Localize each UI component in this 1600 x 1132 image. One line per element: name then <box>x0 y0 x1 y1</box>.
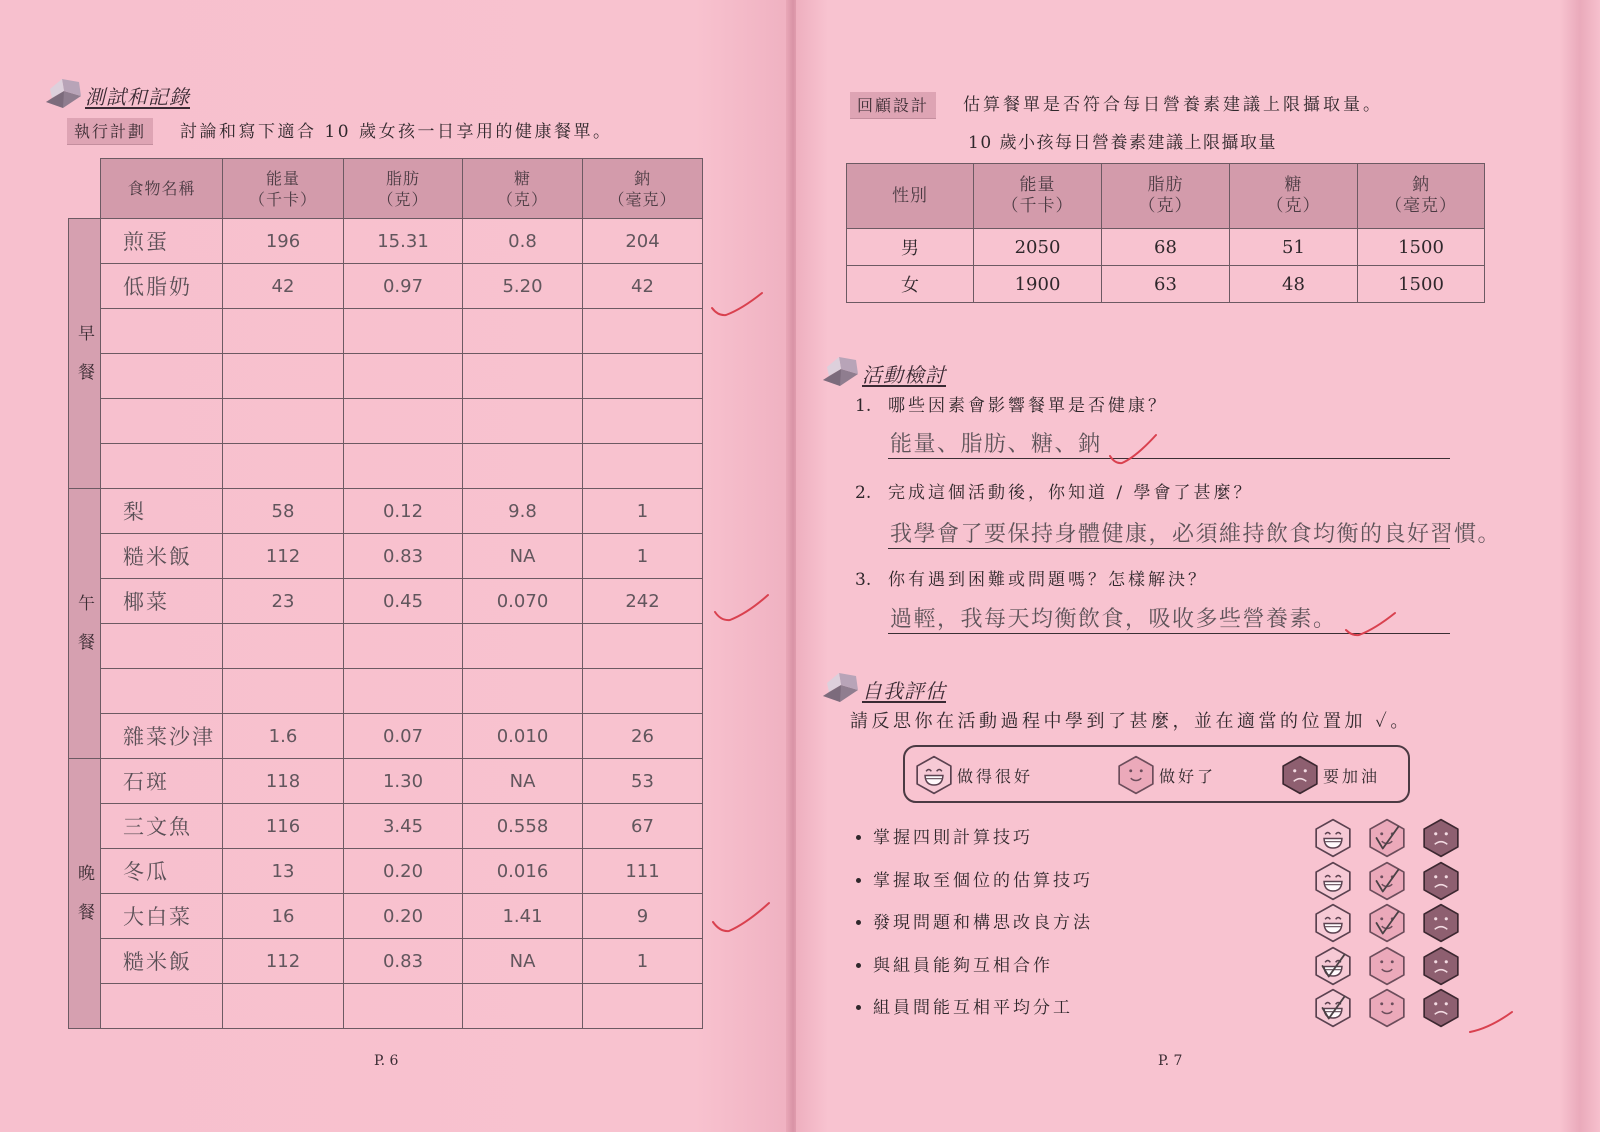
red-check-mark <box>713 592 771 624</box>
limits-row-male <box>847 229 1485 266</box>
question-2 <box>855 481 1254 505</box>
meal-table-row <box>69 894 703 939</box>
energy-cell <box>223 354 344 399</box>
sugar-cell <box>463 309 583 354</box>
energy-cell: 118 <box>223 759 344 804</box>
sugar-cell: 0.8 <box>463 219 583 264</box>
bullet-icon <box>856 878 861 883</box>
review-text: 估算餐單是否符合每日營養素建議上限攝取量。 <box>963 95 1383 115</box>
assessment-label: 掌握四則計算技巧 <box>873 828 1033 848</box>
sugar-header <box>1230 164 1358 229</box>
self-assessment-instruction: 請反思你在活動過程中學到了甚麼，並在適當的位置加 ✓。 <box>850 711 1412 732</box>
bullet-icon <box>856 835 861 840</box>
limits-row-female <box>847 266 1485 303</box>
sodium-cell <box>583 354 703 399</box>
sodium-header <box>583 159 703 219</box>
good-face-icon <box>1368 861 1406 901</box>
energy-header <box>223 159 344 219</box>
energy-cell: 16 <box>223 894 344 939</box>
red-check-mark <box>711 900 771 936</box>
fat-cell <box>344 984 463 1029</box>
legend-item <box>1117 755 1216 795</box>
legend-item <box>915 755 1033 795</box>
food-name-cell <box>101 354 223 399</box>
assessment-item <box>848 860 1548 902</box>
section-title: 測試和記錄 <box>85 85 190 109</box>
energy-header-name: 能量 <box>265 168 300 188</box>
very-good-face-icon <box>1314 988 1352 1028</box>
question-3 <box>855 568 1208 592</box>
meal-group-label: 早餐 <box>74 323 94 402</box>
blank-table-row <box>69 399 703 444</box>
sodium-cell: 26 <box>583 714 703 759</box>
plan-text: 討論和寫下適合 10 歲女孩一日享用的健康餐單。 <box>180 122 613 142</box>
sugar-cell: 1.41 <box>463 894 583 939</box>
food-name-cell: 煎蛋 <box>101 219 223 264</box>
question-1 <box>855 394 1168 418</box>
sodium-cell <box>583 399 703 444</box>
sodium-cell: 42 <box>583 264 703 309</box>
needs-improvement-face-icon <box>1281 755 1319 795</box>
food-name-header <box>101 159 223 219</box>
question-text: 你有遇到困難或問題嗎？怎樣解決？ <box>888 570 1208 590</box>
plan-label: 執行計劃 <box>67 118 153 145</box>
sugar-cell: 0.070 <box>463 579 583 624</box>
sugar-cell <box>463 444 583 489</box>
good-face-icon <box>1368 818 1406 858</box>
fat-cell: 0.12 <box>344 489 463 534</box>
fat-header-name: 脂肪 <box>385 168 420 188</box>
meal-table <box>68 158 703 1029</box>
red-check-mark <box>1344 608 1398 638</box>
energy-cell <box>223 399 344 444</box>
energy-cell: 13 <box>223 849 344 894</box>
needs-improvement-face-icon <box>1422 946 1460 986</box>
energy-header-unit: （千卡） <box>1001 196 1074 216</box>
sugar-header-name: 糖 <box>513 168 531 188</box>
answer-3: 過輕，我每天均衡飲食，吸收多些營養素。 <box>890 607 1337 632</box>
blank-table-row <box>69 309 703 354</box>
sugar-cell <box>463 354 583 399</box>
fat-cell <box>344 309 463 354</box>
daily-limits-table <box>846 163 1485 303</box>
answer-1: 能量、脂肪、糖、鈉 <box>890 432 1102 457</box>
food-name-cell <box>101 309 223 354</box>
sex-cell: 女 <box>847 266 974 303</box>
review-label: 回顧設計 <box>850 92 936 119</box>
sugar-header <box>463 159 583 219</box>
food-name-cell: 梨 <box>101 489 223 534</box>
good-face-icon <box>1368 903 1406 943</box>
fat-cell: 0.20 <box>344 894 463 939</box>
very-good-face-icon <box>1314 946 1352 986</box>
fat-header <box>344 159 463 219</box>
sodium-header-name: 鈉 <box>1412 175 1430 195</box>
energy-cell: 1900 <box>974 266 1102 303</box>
fat-cell: 0.97 <box>344 264 463 309</box>
discussion-title: 活動檢討 <box>862 363 946 387</box>
assessment-item <box>848 817 1548 859</box>
bullet-icon <box>856 920 861 925</box>
energy-cell: 58 <box>223 489 344 534</box>
answer-line <box>888 458 1450 459</box>
fat-cell: 15.31 <box>344 219 463 264</box>
sodium-cell: 204 <box>583 219 703 264</box>
sodium-cell: 9 <box>583 894 703 939</box>
energy-cell: 42 <box>223 264 344 309</box>
meal-group-cell <box>69 489 101 759</box>
left-page <box>0 0 790 1132</box>
food-name-cell: 糙米飯 <box>101 534 223 579</box>
section-icon <box>820 672 860 704</box>
sodium-cell <box>583 984 703 1029</box>
assessment-label: 與組員能夠互相合作 <box>873 955 1053 976</box>
sugar-cell: NA <box>463 759 583 804</box>
bullet-icon <box>856 1005 861 1010</box>
food-name-cell: 椰菜 <box>101 579 223 624</box>
fat-cell: 1.30 <box>344 759 463 804</box>
energy-cell: 2050 <box>974 229 1102 266</box>
food-name-cell <box>101 669 223 714</box>
energy-header <box>974 164 1102 229</box>
meal-table-header <box>69 159 703 219</box>
sodium-header-name: 鈉 <box>633 168 651 188</box>
energy-header-unit: （千卡） <box>248 189 317 209</box>
energy-cell: 1.6 <box>223 714 344 759</box>
sodium-header <box>1358 164 1485 229</box>
needs-improvement-face-icon <box>1422 988 1460 1028</box>
legend-label: 做得很好 <box>957 766 1034 786</box>
food-name-cell <box>101 984 223 1029</box>
answer-line <box>888 548 1450 549</box>
fat-header-unit: （克） <box>1138 196 1193 216</box>
energy-cell: 112 <box>223 534 344 579</box>
sugar-header-unit: （克） <box>496 189 548 209</box>
needs-improvement-face-icon <box>1422 903 1460 943</box>
meal-group-label: 晚餐 <box>74 863 94 942</box>
needs-improvement-face-icon <box>1422 818 1460 858</box>
meal-group-label: 午餐 <box>74 593 94 672</box>
sugar-header-name: 糖 <box>1284 175 1303 195</box>
fat-cell: 3.45 <box>344 804 463 849</box>
discussion-header <box>820 354 946 388</box>
sodium-cell <box>583 309 703 354</box>
sodium-cell: 1 <box>583 489 703 534</box>
sodium-cell <box>583 624 703 669</box>
fat-header-name: 脂肪 <box>1147 175 1184 195</box>
fat-cell: 68 <box>1102 229 1230 266</box>
good-face-icon <box>1368 946 1406 986</box>
fat-header <box>1102 164 1230 229</box>
red-pen-mark <box>1468 1008 1514 1036</box>
sugar-header-unit: （克） <box>1266 196 1321 216</box>
food-name-cell: 低脂奶 <box>101 264 223 309</box>
legend-item <box>1281 755 1380 795</box>
limits-table-title: 10 歲小孩每日營養素建議上限攝取量 <box>968 133 1278 153</box>
very-good-face-icon <box>1314 903 1352 943</box>
sodium-cell <box>583 669 703 714</box>
self-assessment-header <box>820 670 946 704</box>
food-name-cell: 三文魚 <box>101 804 223 849</box>
red-check-mark <box>710 290 764 320</box>
fat-cell <box>344 399 463 444</box>
meal-table-row <box>69 759 703 804</box>
energy-cell <box>223 309 344 354</box>
meal-table-row <box>69 219 703 264</box>
fat-cell <box>344 354 463 399</box>
food-name-cell <box>101 399 223 444</box>
energy-cell <box>223 624 344 669</box>
fat-cell: 63 <box>1102 266 1230 303</box>
meal-group-cell <box>69 759 101 1029</box>
sodium-cell: 1 <box>583 939 703 984</box>
sodium-cell: 1500 <box>1358 229 1485 266</box>
sugar-cell: 9.8 <box>463 489 583 534</box>
meal-group-cell <box>69 219 101 489</box>
sodium-cell: 67 <box>583 804 703 849</box>
fat-cell: 0.07 <box>344 714 463 759</box>
sodium-cell: 1 <box>583 534 703 579</box>
fat-cell: 0.83 <box>344 534 463 579</box>
question-text: 完成這個活動後，你知道 / 學會了甚麼？ <box>888 483 1254 503</box>
sex-cell: 男 <box>847 229 974 266</box>
sugar-cell: 0.016 <box>463 849 583 894</box>
sugar-cell: NA <box>463 939 583 984</box>
sugar-cell: 51 <box>1230 229 1358 266</box>
very-good-face-icon <box>915 755 953 795</box>
food-name-cell: 冬瓜 <box>101 849 223 894</box>
limits-table-header <box>847 164 1485 229</box>
meal-table-row <box>69 804 703 849</box>
question-number: 1. <box>855 396 872 416</box>
food-name-cell: 大白菜 <box>101 894 223 939</box>
blank-table-row <box>69 354 703 399</box>
assessment-label: 發現問題和構思改良方法 <box>873 913 1093 933</box>
food-name-cell: 糙米飯 <box>101 939 223 984</box>
blank-table-row <box>69 444 703 489</box>
section-icon <box>43 78 83 110</box>
food-name-cell: 石斑 <box>101 759 223 804</box>
sugar-cell: 5.20 <box>463 264 583 309</box>
red-check-mark <box>1108 432 1160 466</box>
legend-label: 要加油 <box>1323 766 1381 786</box>
blank-table-row <box>69 624 703 669</box>
self-assessment-title: 自我評估 <box>862 679 946 703</box>
sodium-header-unit: （毫克） <box>1385 196 1457 216</box>
fat-cell <box>344 669 463 714</box>
sugar-cell <box>463 669 583 714</box>
meal-table-row <box>69 264 703 309</box>
food-name-cell <box>101 624 223 669</box>
sodium-header-unit: （毫克） <box>608 189 677 209</box>
sugar-cell: 48 <box>1230 266 1358 303</box>
fat-cell <box>344 624 463 669</box>
rating-legend <box>903 745 1410 803</box>
sugar-cell: 0.010 <box>463 714 583 759</box>
fat-cell: 0.83 <box>344 939 463 984</box>
meal-table-row <box>69 849 703 894</box>
blank-table-row <box>69 669 703 714</box>
assessment-item <box>848 945 1548 987</box>
meal-table-row <box>69 714 703 759</box>
meal-table-row <box>69 939 703 984</box>
good-face-icon <box>1117 755 1155 795</box>
page-number: P. 6 <box>374 1053 399 1069</box>
very-good-face-icon <box>1314 818 1352 858</box>
sodium-cell: 1500 <box>1358 266 1485 303</box>
sugar-cell: NA <box>463 534 583 579</box>
self-assessment-list <box>848 817 1548 1032</box>
sugar-cell <box>463 624 583 669</box>
assessment-label: 組員間能互相平均分工 <box>873 998 1073 1018</box>
energy-cell <box>223 444 344 489</box>
meal-table-row <box>69 489 703 534</box>
food-name-cell <box>101 444 223 489</box>
question-number: 3. <box>855 570 872 590</box>
sugar-cell: 0.558 <box>463 804 583 849</box>
test-record-header <box>43 76 190 110</box>
corner-cell <box>69 159 101 219</box>
energy-cell <box>223 669 344 714</box>
sodium-cell: 242 <box>583 579 703 624</box>
energy-cell: 23 <box>223 579 344 624</box>
sodium-cell <box>583 444 703 489</box>
needs-improvement-face-icon <box>1422 861 1460 901</box>
food-name-cell: 雜菜沙津 <box>101 714 223 759</box>
sodium-cell: 53 <box>583 759 703 804</box>
energy-header-name: 能量 <box>1019 175 1056 195</box>
bullet-icon <box>856 963 861 968</box>
energy-cell <box>223 984 344 1029</box>
fat-header-unit: （克） <box>377 189 429 209</box>
question-number: 2. <box>855 483 872 503</box>
assessment-label: 掌握取至個位的估算技巧 <box>873 870 1093 891</box>
sex-header-text: 性別 <box>892 185 928 206</box>
legend-label: 做好了 <box>1159 766 1217 786</box>
answer-2: 我學會了要保持身體健康，必須維持飲食均衡的良好習慣。 <box>890 522 1502 547</box>
fat-cell <box>344 444 463 489</box>
sugar-cell <box>463 399 583 444</box>
very-good-face-icon <box>1314 861 1352 901</box>
sodium-cell: 111 <box>583 849 703 894</box>
energy-cell: 116 <box>223 804 344 849</box>
section-icon <box>820 356 860 388</box>
sugar-cell <box>463 984 583 1029</box>
assessment-item <box>848 902 1548 944</box>
meal-table-row <box>69 534 703 579</box>
right-page <box>796 0 1600 1132</box>
energy-cell: 112 <box>223 939 344 984</box>
blank-table-row <box>69 984 703 1029</box>
food-name-header-text: 食物名稱 <box>127 179 196 198</box>
question-text: 哪些因素會影響餐單是否健康？ <box>888 396 1168 416</box>
meal-table-row <box>69 579 703 624</box>
energy-cell: 196 <box>223 219 344 264</box>
fat-cell: 0.45 <box>344 579 463 624</box>
sex-header <box>847 164 974 229</box>
assessment-item <box>848 987 1548 1029</box>
fat-cell: 0.20 <box>344 849 463 894</box>
page-number: P. 7 <box>1158 1053 1183 1069</box>
good-face-icon <box>1368 988 1406 1028</box>
